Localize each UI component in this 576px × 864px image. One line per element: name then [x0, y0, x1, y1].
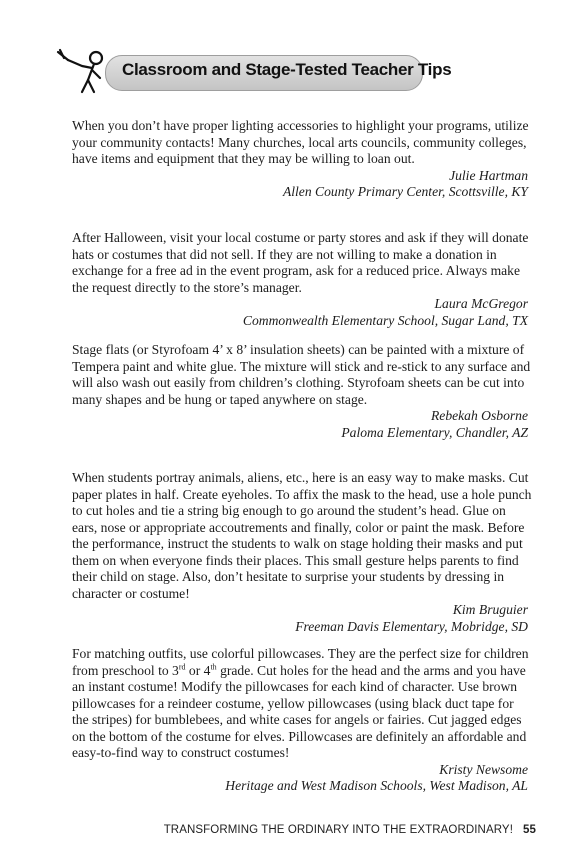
tip-costume-donations	[72, 230, 532, 329]
section-header	[50, 42, 452, 96]
tip-paper-plate-masks	[72, 470, 532, 635]
tip-text: When you don’t have proper lighting accessories to highlight your programs, utilize your community contacts! Many churches, local arts councils, community colleges, have items and equipment that they may be willing to loan out.	[72, 118, 529, 166]
tip-author: Kim Bruguier	[452, 602, 528, 617]
tip-author: Kristy Newsome	[439, 761, 528, 777]
tip-school: Allen County Primary Center, Scottsville, KY	[282, 184, 528, 199]
tip-pillowcase-costumes	[72, 646, 532, 795]
tip-text: For matching outfits, use colorful pillowcases. They are the perfect size for children from preschool to 3rd or 4th grade. Cut holes for the head and the arms and you have an instant costume! Modify the pillowcases for each kind of character. Use brown pillowcases for a reindeer costume, yellow pillowcases (using black duct tape for the stripes) for bumblebees, and white cases for angels or fairies. Cut jagged edges on the bottom of the costume for elves. Pillowcases are definitely an affordable and easy-to-find way to construct costumes!	[72, 646, 529, 760]
tip-text: When students portray animals, aliens, etc., here is an easy way to make masks. Cut paper plates in half. Create eyeholes. To affix the mask to the head, use a hole punch to cut holes and tie a string big enough to go around the student’s head. Glue on ears, nose or appropriate accoutrements and finally, color or paint the mask. Before the performance, instruct the students to walk on stage holding their masks and put them on when everyone finds their places. This small gesture helps parents to find their child on stage. Also, don’t hesitate to surprise your students by dressing in character or costume!	[72, 470, 532, 601]
tip-lighting	[72, 118, 532, 201]
tip-text: After Halloween, visit your local costume or party stores and ask if they will donate hats or costumes that did not sell. If they are not willing to make a donation in exchange for a free ad in the event program, ask for a reduced price. Always make the request directly to the store’s manager.	[72, 230, 529, 295]
tip-text: Stage flats (or Styrofoam 4’ x 8’ insulation sheets) can be painted with a mixture of Tempera paint and white glue. The mixture will stick and re-stick to any surface and will also wash out easily from children’s clothing. Styrofoam sheets can be cut into many shapes and be hung or taped anywhere on stage.	[72, 342, 531, 407]
section-title: Classroom and Stage-Tested Teacher Tips	[122, 60, 452, 79]
running-title: TRANSFORMING THE ORDINARY INTO THE EXTRAORDINARY!	[163, 824, 513, 836]
tip-school: Commonwealth Elementary School, Sugar Land, TX	[242, 312, 528, 328]
pointing-figure-icon	[54, 46, 112, 96]
tip-stage-flats	[72, 342, 532, 441]
page-number: 55	[523, 824, 536, 836]
page-footer	[164, 824, 536, 836]
tip-author: Julie Hartman	[449, 167, 528, 183]
tip-school: Paloma Elementary, Chandler, AZ	[341, 424, 528, 440]
tip-author: Rebekah Osborne	[430, 408, 528, 423]
tip-school: Heritage and West Madison Schools, West Madison, AL	[225, 778, 528, 793]
tip-author: Laura McGregor	[434, 296, 528, 311]
tip-school: Freeman Davis Elementary, Mobridge, SD	[295, 618, 528, 634]
